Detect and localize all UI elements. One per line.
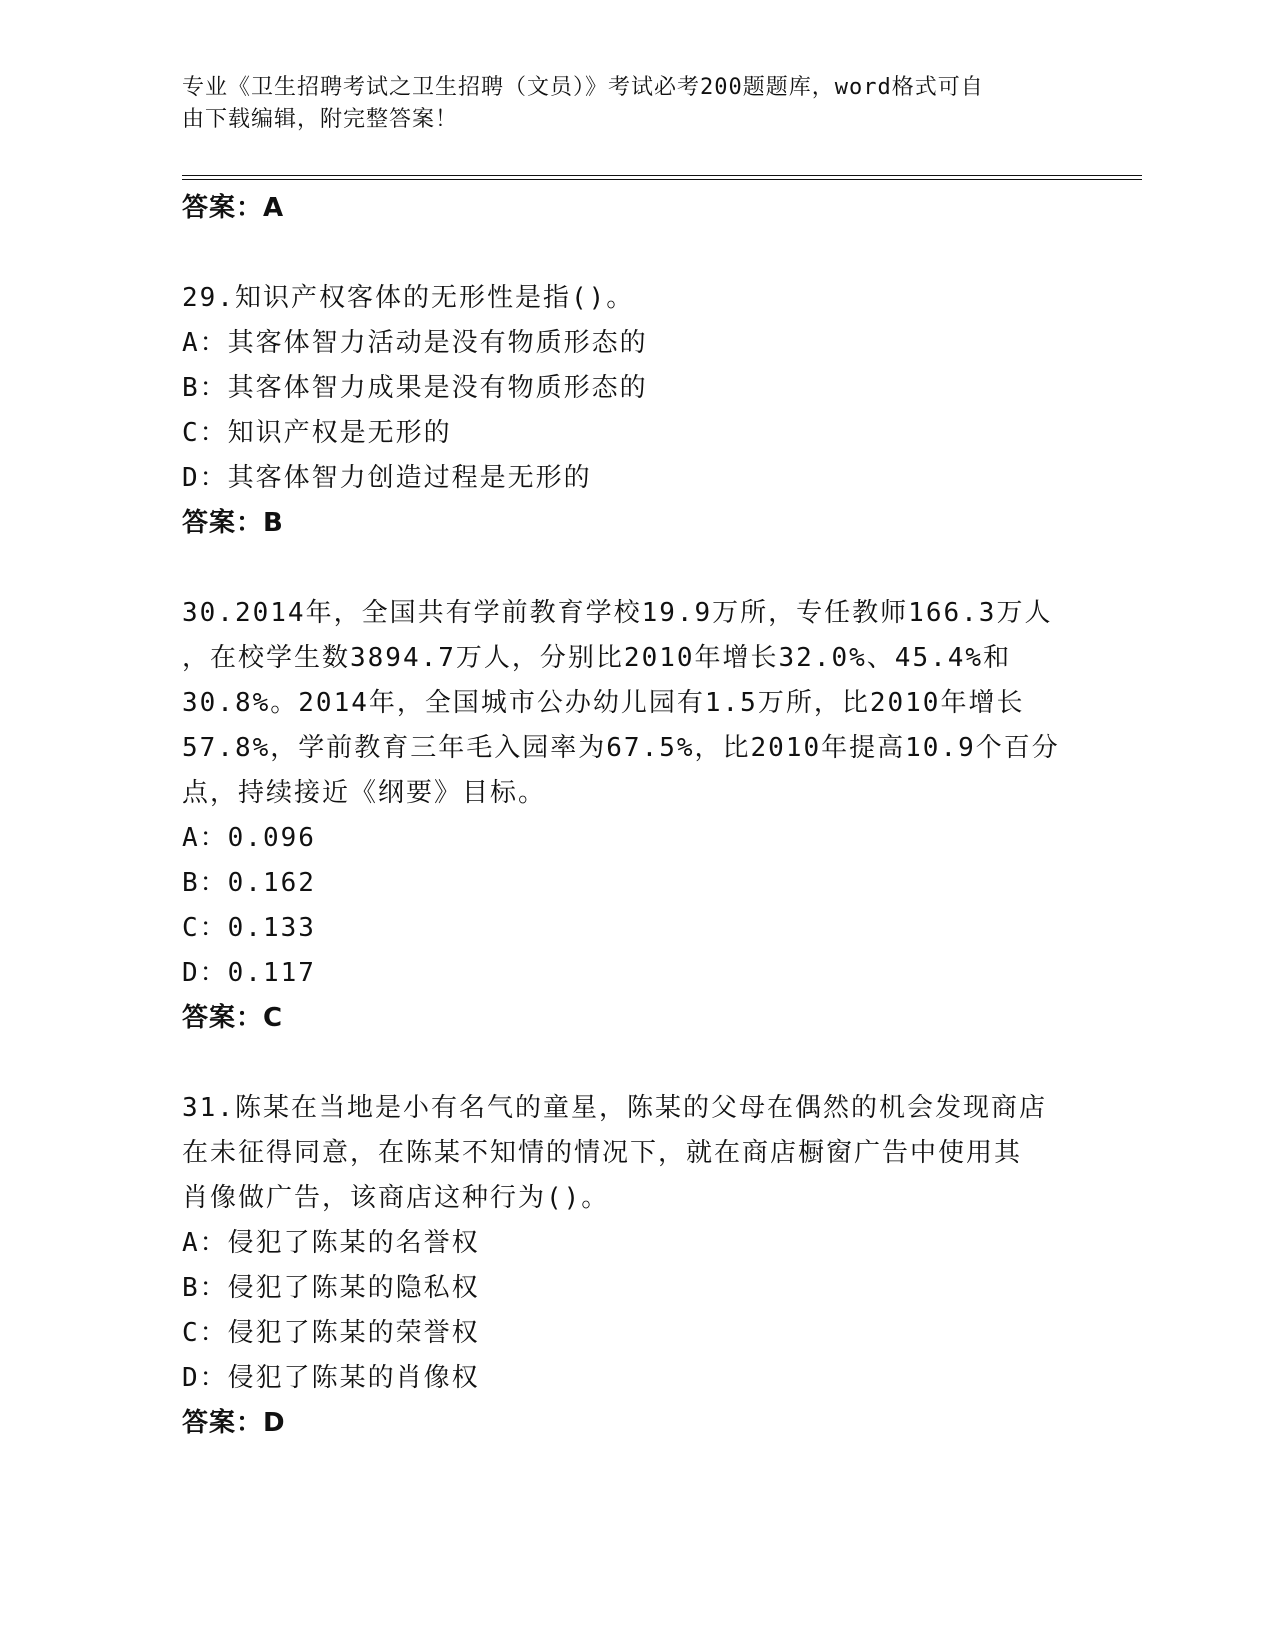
question-31 <box>182 1086 1082 1446</box>
question-29-option-c: C：知识产权是无形的 <box>182 418 452 448</box>
question-29-option-a: A：其客体智力活动是没有物质形态的 <box>182 328 648 358</box>
question-30-stem-line-4: 57.8%，学前教育三年毛入园率为67.5%，比2010年提高10.9个百分 <box>182 733 1060 763</box>
header-divider-bottom <box>182 179 1142 180</box>
question-31-stem-line-2: 在未征得同意，在陈某不知情的情况下，就在商店橱窗广告中使用其 <box>182 1138 1023 1168</box>
question-30-stem-line-3: 30.8%。2014年，全国城市公办幼儿园有1.5万所，比2010年增长 <box>182 688 1025 718</box>
question-31-option-c: C：侵犯了陈某的荣誉权 <box>182 1318 480 1348</box>
question-30-option-d: D：0.117 <box>182 958 316 988</box>
question-31-answer: 答案：D <box>182 1408 286 1438</box>
question-29 <box>182 276 1082 546</box>
question-31-stem-line-1: 31.陈某在当地是小有名气的童星，陈某的父母在偶然的机会发现商店 <box>182 1093 1047 1123</box>
header-line-1: 专业《卫生招聘考试之卫生招聘（文员）》考试必考200题题库，word格式可自 <box>182 75 984 100</box>
question-29-option-b: B：其客体智力成果是没有物质形态的 <box>182 373 648 403</box>
question-31-option-d: D：侵犯了陈某的肖像权 <box>182 1363 480 1393</box>
document-header <box>182 72 1042 136</box>
question-30 <box>182 591 1082 1041</box>
question-31-stem-line-3: 肖像做广告，该商店这种行为()。 <box>182 1183 610 1213</box>
question-30-option-c: C：0.133 <box>182 913 316 943</box>
question-30-option-b: B：0.162 <box>182 868 316 898</box>
question-content <box>182 186 1082 1446</box>
question-29-option-d: D：其客体智力创造过程是无形的 <box>182 463 592 493</box>
question-30-stem-line-1: 30.2014年，全国共有学前教育学校19.9万所，专任教师166.3万人 <box>182 598 1053 628</box>
question-30-stem-line-5: 点，持续接近《纲要》目标。 <box>182 778 547 808</box>
spacer <box>182 1041 1082 1086</box>
question-31-option-a: A：侵犯了陈某的名誉权 <box>182 1228 480 1258</box>
spacer <box>182 231 1082 276</box>
previous-answer: 答案：A <box>182 193 285 223</box>
question-30-answer: 答案：C <box>182 1003 284 1033</box>
question-30-stem-line-2: ，在校学生数3894.7万人，分别比2010年增长32.0%、45.4%和 <box>182 643 1012 673</box>
spacer <box>182 546 1082 591</box>
question-31-option-b: B：侵犯了陈某的隐私权 <box>182 1273 480 1303</box>
header-line-2: 由下载编辑，附完整答案！ <box>182 107 459 132</box>
question-30-option-a: A：0.096 <box>182 823 316 853</box>
question-29-stem: 29.知识产权客体的无形性是指()。 <box>182 283 635 313</box>
question-29-answer: 答案：B <box>182 508 284 538</box>
header-divider-top <box>182 175 1142 176</box>
